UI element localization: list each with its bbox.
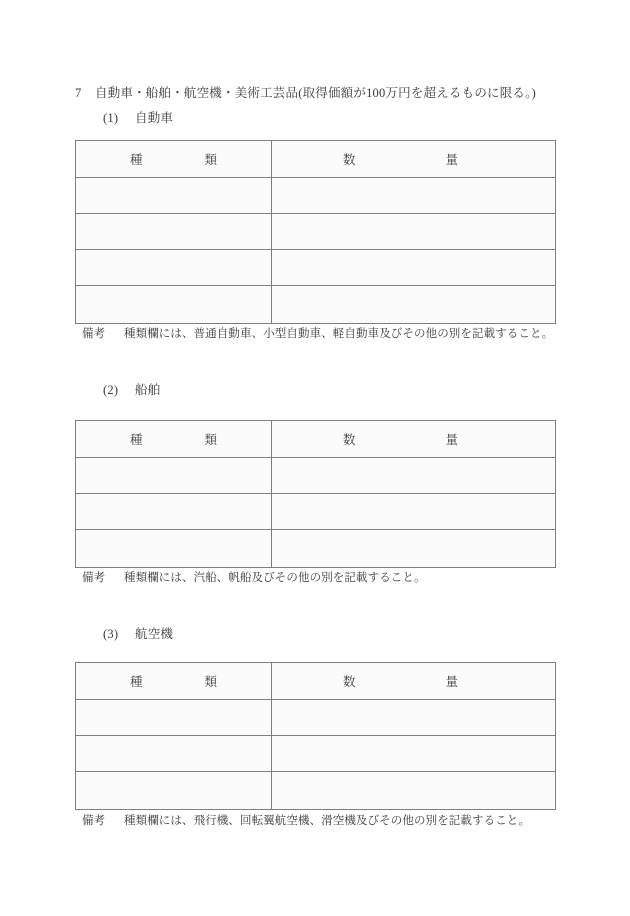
note-text-3: 種類欄には、飛行機、回転翼航空機、滑空機及びその他の別を記載すること。 [124,815,530,827]
table-automobile [75,140,556,324]
note-label-3: 備考 [82,815,106,827]
header-cell-type [76,663,272,700]
header-qty-first: 数 [342,433,356,447]
cell-type[interactable] [76,494,272,530]
table-row[interactable] [76,214,556,250]
header-qty-second: 量 [445,153,459,167]
table-row[interactable] [76,458,556,494]
header-type-first: 種 [129,675,143,689]
cell-quantity[interactable] [272,214,556,250]
table-header-row [76,421,556,458]
note-label-2: 備考 [82,572,106,584]
section-heading [75,85,536,103]
note-label-1: 備考 [82,328,106,340]
header-cell-quantity [272,421,556,458]
cell-type[interactable] [76,178,272,214]
cell-quantity[interactable] [272,736,556,772]
cell-type[interactable] [76,772,272,810]
header-qty-first: 数 [342,675,356,689]
subsection-number-1: (1) [103,111,119,125]
cell-quantity[interactable] [272,286,556,324]
cell-type[interactable] [76,250,272,286]
header-qty-second: 量 [445,433,459,447]
cell-quantity[interactable] [272,700,556,736]
cell-quantity[interactable] [272,178,556,214]
table-row[interactable] [76,772,556,810]
cell-quantity[interactable] [272,250,556,286]
header-type-first: 種 [129,433,143,447]
subsection-label-1: 自動車 [135,111,174,125]
header-type-second: 類 [204,153,218,167]
header-type-first: 種 [129,153,143,167]
header-qty-first: 数 [342,153,356,167]
header-cell-quantity [272,141,556,178]
subsection-number-3: (3) [103,627,119,641]
note-text-1: 種類欄には、普通自動車、小型自動車、軽自動車及びその他の別を記載すること。 [124,328,554,340]
subsection-number-2: (2) [103,383,119,397]
table-row[interactable] [76,178,556,214]
header-type-second: 類 [204,433,218,447]
table-row[interactable] [76,250,556,286]
table-ship [75,420,556,568]
table-header-row [76,663,556,700]
table-aircraft [75,662,556,810]
subsection-heading-2 [103,382,160,400]
header-qty-second: 量 [445,675,459,689]
header-type-second: 類 [204,675,218,689]
header-cell-type [76,421,272,458]
cell-type[interactable] [76,286,272,324]
table-row[interactable] [76,286,556,324]
note-aircraft [82,813,530,829]
table-row[interactable] [76,494,556,530]
subsection-heading-1 [103,110,173,128]
subsection-label-2: 船舶 [135,383,161,397]
cell-quantity[interactable] [272,530,556,568]
cell-type[interactable] [76,214,272,250]
cell-type[interactable] [76,458,272,494]
note-automobile [82,326,553,342]
cell-quantity[interactable] [272,494,556,530]
header-cell-type [76,141,272,178]
table-row[interactable] [76,736,556,772]
header-cell-quantity [272,663,556,700]
section-title-text: 自動車・船舶・航空機・美術工芸品(取得価額が100万円を超えるものに限る。) [95,86,536,100]
subsection-heading-3 [103,626,173,644]
table-header-row [76,141,556,178]
cell-type[interactable] [76,700,272,736]
note-text-2: 種類欄には、汽船、帆船及びその他の別を記載すること。 [124,572,426,584]
note-ship [82,570,426,586]
cell-quantity[interactable] [272,772,556,810]
table-row[interactable] [76,530,556,568]
section-number: 7 [75,86,82,100]
cell-type[interactable] [76,736,272,772]
cell-quantity[interactable] [272,458,556,494]
cell-type[interactable] [76,530,272,568]
table-row[interactable] [76,700,556,736]
subsection-label-3: 航空機 [135,627,174,641]
